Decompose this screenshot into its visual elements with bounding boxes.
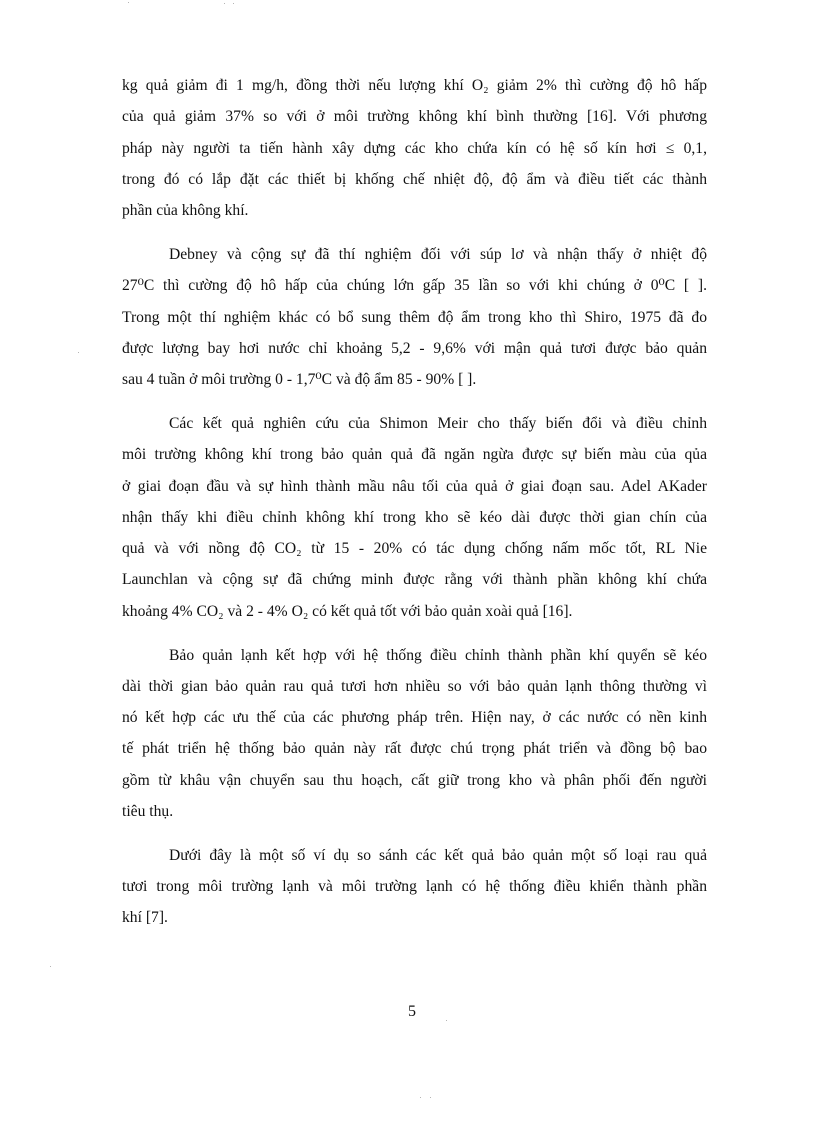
text-line: nhận thấy khi điều chỉnh không khí trong kho sẽ kéo dài được thời gian chín của xyxy=(122,508,707,526)
text-line: môi trường không khí trong bảo quản quả đã ngăn ngừa được sự biến màu của qủa xyxy=(122,446,707,464)
text-line: 27⁰C thì cường độ hô hấp của chúng lớn gấp 35 lần so với khi chúng ở 0⁰C [ ]. xyxy=(122,277,707,295)
scan-speck xyxy=(446,1020,447,1021)
text-line: gồm từ khâu vận chuyển sau thu hoạch, cất giữ trong kho và phân phối đến người xyxy=(122,771,707,789)
text-line: dài thời gian bảo quản rau quả tươi hơn nhiều so với bảo quản lạnh thông thường vì xyxy=(122,677,707,695)
scan-speck xyxy=(224,3,225,4)
scan-speck xyxy=(420,1097,421,1098)
text-line: khoảng 4% CO₂ và 2 - 4% O₂ có kết quả tốt với bảo quản xoài quả [16]. xyxy=(122,602,573,620)
text-line: tươi trong môi trường lạnh và môi trường lạnh có hệ thống điều khiển thành phần xyxy=(122,878,707,896)
scan-speck xyxy=(50,966,51,967)
body-text xyxy=(122,70,707,946)
text-line: pháp này người ta tiến hành xây dựng các kho chứa kín có hệ số kín hơi ≤ 0,1, xyxy=(122,139,707,157)
scan-speck xyxy=(128,2,129,3)
paragraph-5 xyxy=(122,840,707,934)
paragraph-4 xyxy=(122,640,707,828)
text-line: tiêu thụ. xyxy=(122,803,174,821)
scan-speck xyxy=(233,3,234,4)
paragraph-1 xyxy=(122,70,707,226)
page-number: 5 xyxy=(408,1003,416,1020)
paragraph-3 xyxy=(122,408,707,627)
text-line: khí [7]. xyxy=(122,909,168,927)
scan-speck xyxy=(78,352,79,353)
text-line: được lượng bay hơi nước chỉ khoảng 5,2 - 9,6% với mận quả tươi được bảo quản xyxy=(122,339,707,357)
paragraph-2 xyxy=(122,239,707,395)
text-line: ở giai đoạn đầu và sự hình thành mầu nâu tối của quả ở giai đoạn sau. Adel AKader xyxy=(122,477,707,495)
text-line: sau 4 tuần ở môi trường 0 - 1,7⁰C và độ ẩm 85 - 90% [ ]. xyxy=(122,371,477,389)
text-line: phần của không khí. xyxy=(122,202,249,220)
text-line: của quả giảm 37% so với ở môi trường không khí bình thường [16]. Với phương xyxy=(122,108,707,126)
text-line: Dưới đây là một số ví dụ so sánh các kết quả bảo quản một số loại rau quả xyxy=(169,846,707,864)
scan-speck xyxy=(430,1097,431,1098)
text-line: Launchlan và cộng sự đã chứng minh được rằng với thành phần không khí chứa xyxy=(122,571,707,589)
text-line: Các kết quả nghiên cứu của Shimon Meir cho thấy biến đổi và điều chỉnh xyxy=(169,414,707,432)
text-line: Trong một thí nghiệm khác có bổ sung thêm độ ẩm trong kho thì Shiro, 1975 đã đo xyxy=(122,308,707,326)
text-line: nó kết hợp các ưu thế của các phương pháp trên. Hiện nay, ở các nước có nền kinh xyxy=(122,709,707,727)
text-line: kg quả giảm đi 1 mg/h, đồng thời nếu lượng khí O₂ giảm 2% thì cường độ hô hấp xyxy=(122,77,707,94)
text-line: Debney và cộng sự đã thí nghiệm đối với súp lơ và nhận thấy ở nhiệt độ xyxy=(169,245,707,263)
text-line: trong đó có lắp đặt các thiết bị khống chế nhiệt độ, độ ẩm và điều tiết các thành xyxy=(122,170,707,188)
text-line: tế phát triển hệ thống bảo quản này rất được chú trọng phát triển và đồng bộ bao xyxy=(122,740,707,758)
text-line: Bảo quản lạnh kết hợp với hệ thống điều chỉnh thành phần khí quyển sẽ kéo xyxy=(169,646,707,664)
text-line: quả và với nồng độ CO₂ từ 15 - 20% có tác dụng chống nấm mốc tốt, RL Nie xyxy=(122,540,707,558)
